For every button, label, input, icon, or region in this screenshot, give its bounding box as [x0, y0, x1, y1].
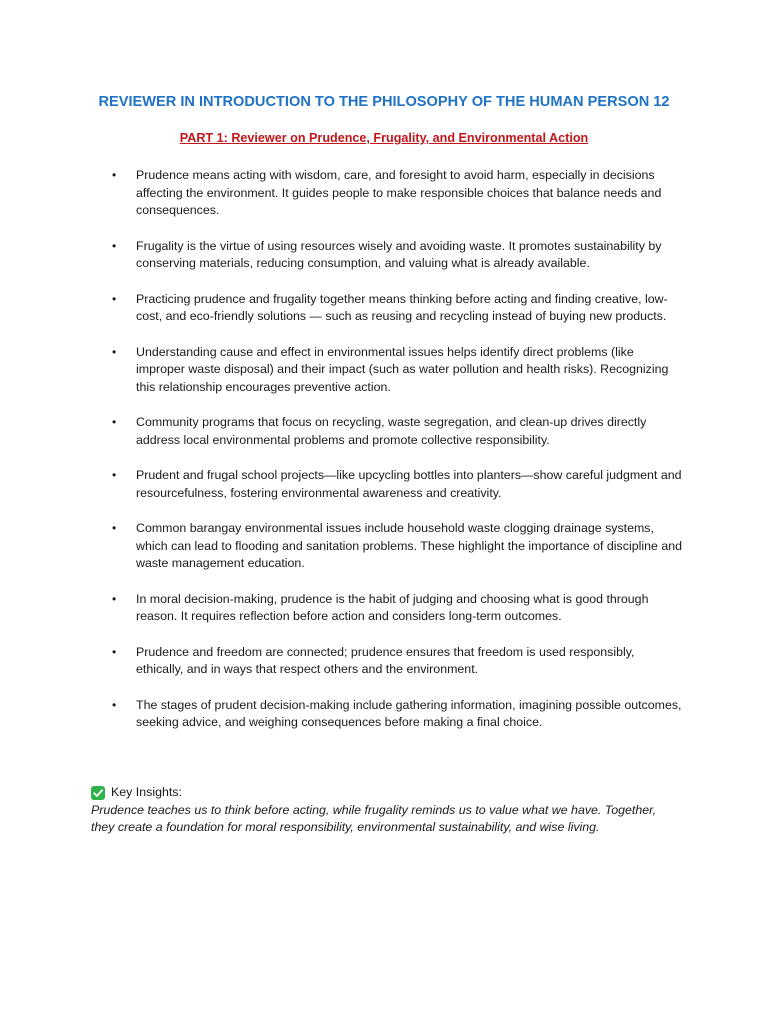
list-item-text: Common barangay environmental issues include household waste clogging drainage systems, which can lead to flooding and sanitation problems. These highlight the importance of discipline and waste management education. — [136, 521, 682, 570]
bullet-icon: • — [112, 697, 117, 712]
check-mark-icon — [91, 786, 105, 800]
bullet-icon: • — [112, 344, 117, 359]
document-title: REVIEWER IN INTRODUCTION TO THE PHILOSOPHY OF THE HUMAN PERSON 12 — [98, 94, 670, 110]
list-item-text: Practicing prudence and frugality together means thinking before acting and finding creative, low-cost, and eco-friendly solutions — such as reusing and recycling instead of buying new products. — [136, 291, 668, 323]
bullet-icon: • — [112, 168, 117, 182]
list-item-text: The stages of prudent decision-making include gathering information, imagining possible outcomes, seeking advice, and weighing consequences before making a final choice. — [136, 697, 682, 729]
bullet-icon: • — [112, 591, 117, 606]
bullet-icon: • — [112, 291, 117, 306]
list-item-text: In moral decision-making, prudence is the habit of judging and choosing what is good through reason. It requires reflection before action and considers long-term outcomes. — [136, 591, 649, 623]
list-item — [112, 238, 682, 273]
bullet-icon: • — [112, 415, 117, 429]
key-insights-header — [91, 784, 681, 802]
list-item — [112, 520, 682, 573]
list-item — [112, 591, 682, 626]
list-item-text: Prudence and freedom are connected; prudence ensures that freedom is used responsibly, ethically, and in ways that respect others and the environment. — [136, 644, 635, 676]
list-item-text: Community programs that focus on recycling, waste segregation, and clean-up drives directly address local environmental problems and promote collective responsibility. — [136, 415, 647, 447]
key-insights — [91, 784, 681, 837]
bullet-list — [112, 167, 682, 750]
list-item — [112, 167, 682, 220]
list-item-text: Understanding cause and effect in environmental issues helps identify direct problems (like improper waste disposal) and their impact (such as water pollution and health risks). Recognizing this relationship encourages preventive action. — [136, 344, 669, 394]
bullet-icon: • — [112, 521, 117, 535]
key-insights-label: Key Insights: — [111, 785, 182, 799]
list-item-text: Frugality is the virtue of using resources wisely and avoiding waste. It promotes sustainability by conserving materials, reducing consumption, and valuing what is already available. — [136, 238, 662, 270]
list-item-text: Prudent and frugal school projects—like upcycling bottles into planters—show careful judgment and resourcefulness, fostering environmental awareness and creativity. — [136, 468, 682, 500]
list-item — [112, 414, 682, 449]
list-item — [112, 344, 682, 397]
part-heading: PART 1: Reviewer on Prudence, Frugality, and Environmental Action — [179, 131, 589, 145]
bullet-icon: • — [112, 468, 117, 482]
list-item — [112, 467, 682, 502]
list-item — [112, 697, 682, 732]
list-item — [112, 644, 682, 679]
list-item — [112, 291, 682, 326]
list-item-text: Prudence means acting with wisdom, care, and foresight to avoid harm, especially in decisions affecting the environment. It guides people to make responsible choices that balance needs and consequences. — [136, 168, 662, 217]
bullet-icon: • — [112, 644, 117, 659]
key-insights-text: Prudence teaches us to think before acting, while frugality reminds us to value what we have. Together, they create a foundation for moral responsibility, environmental sustainability, and wise living. — [91, 802, 657, 834]
bullet-icon: • — [112, 238, 117, 253]
